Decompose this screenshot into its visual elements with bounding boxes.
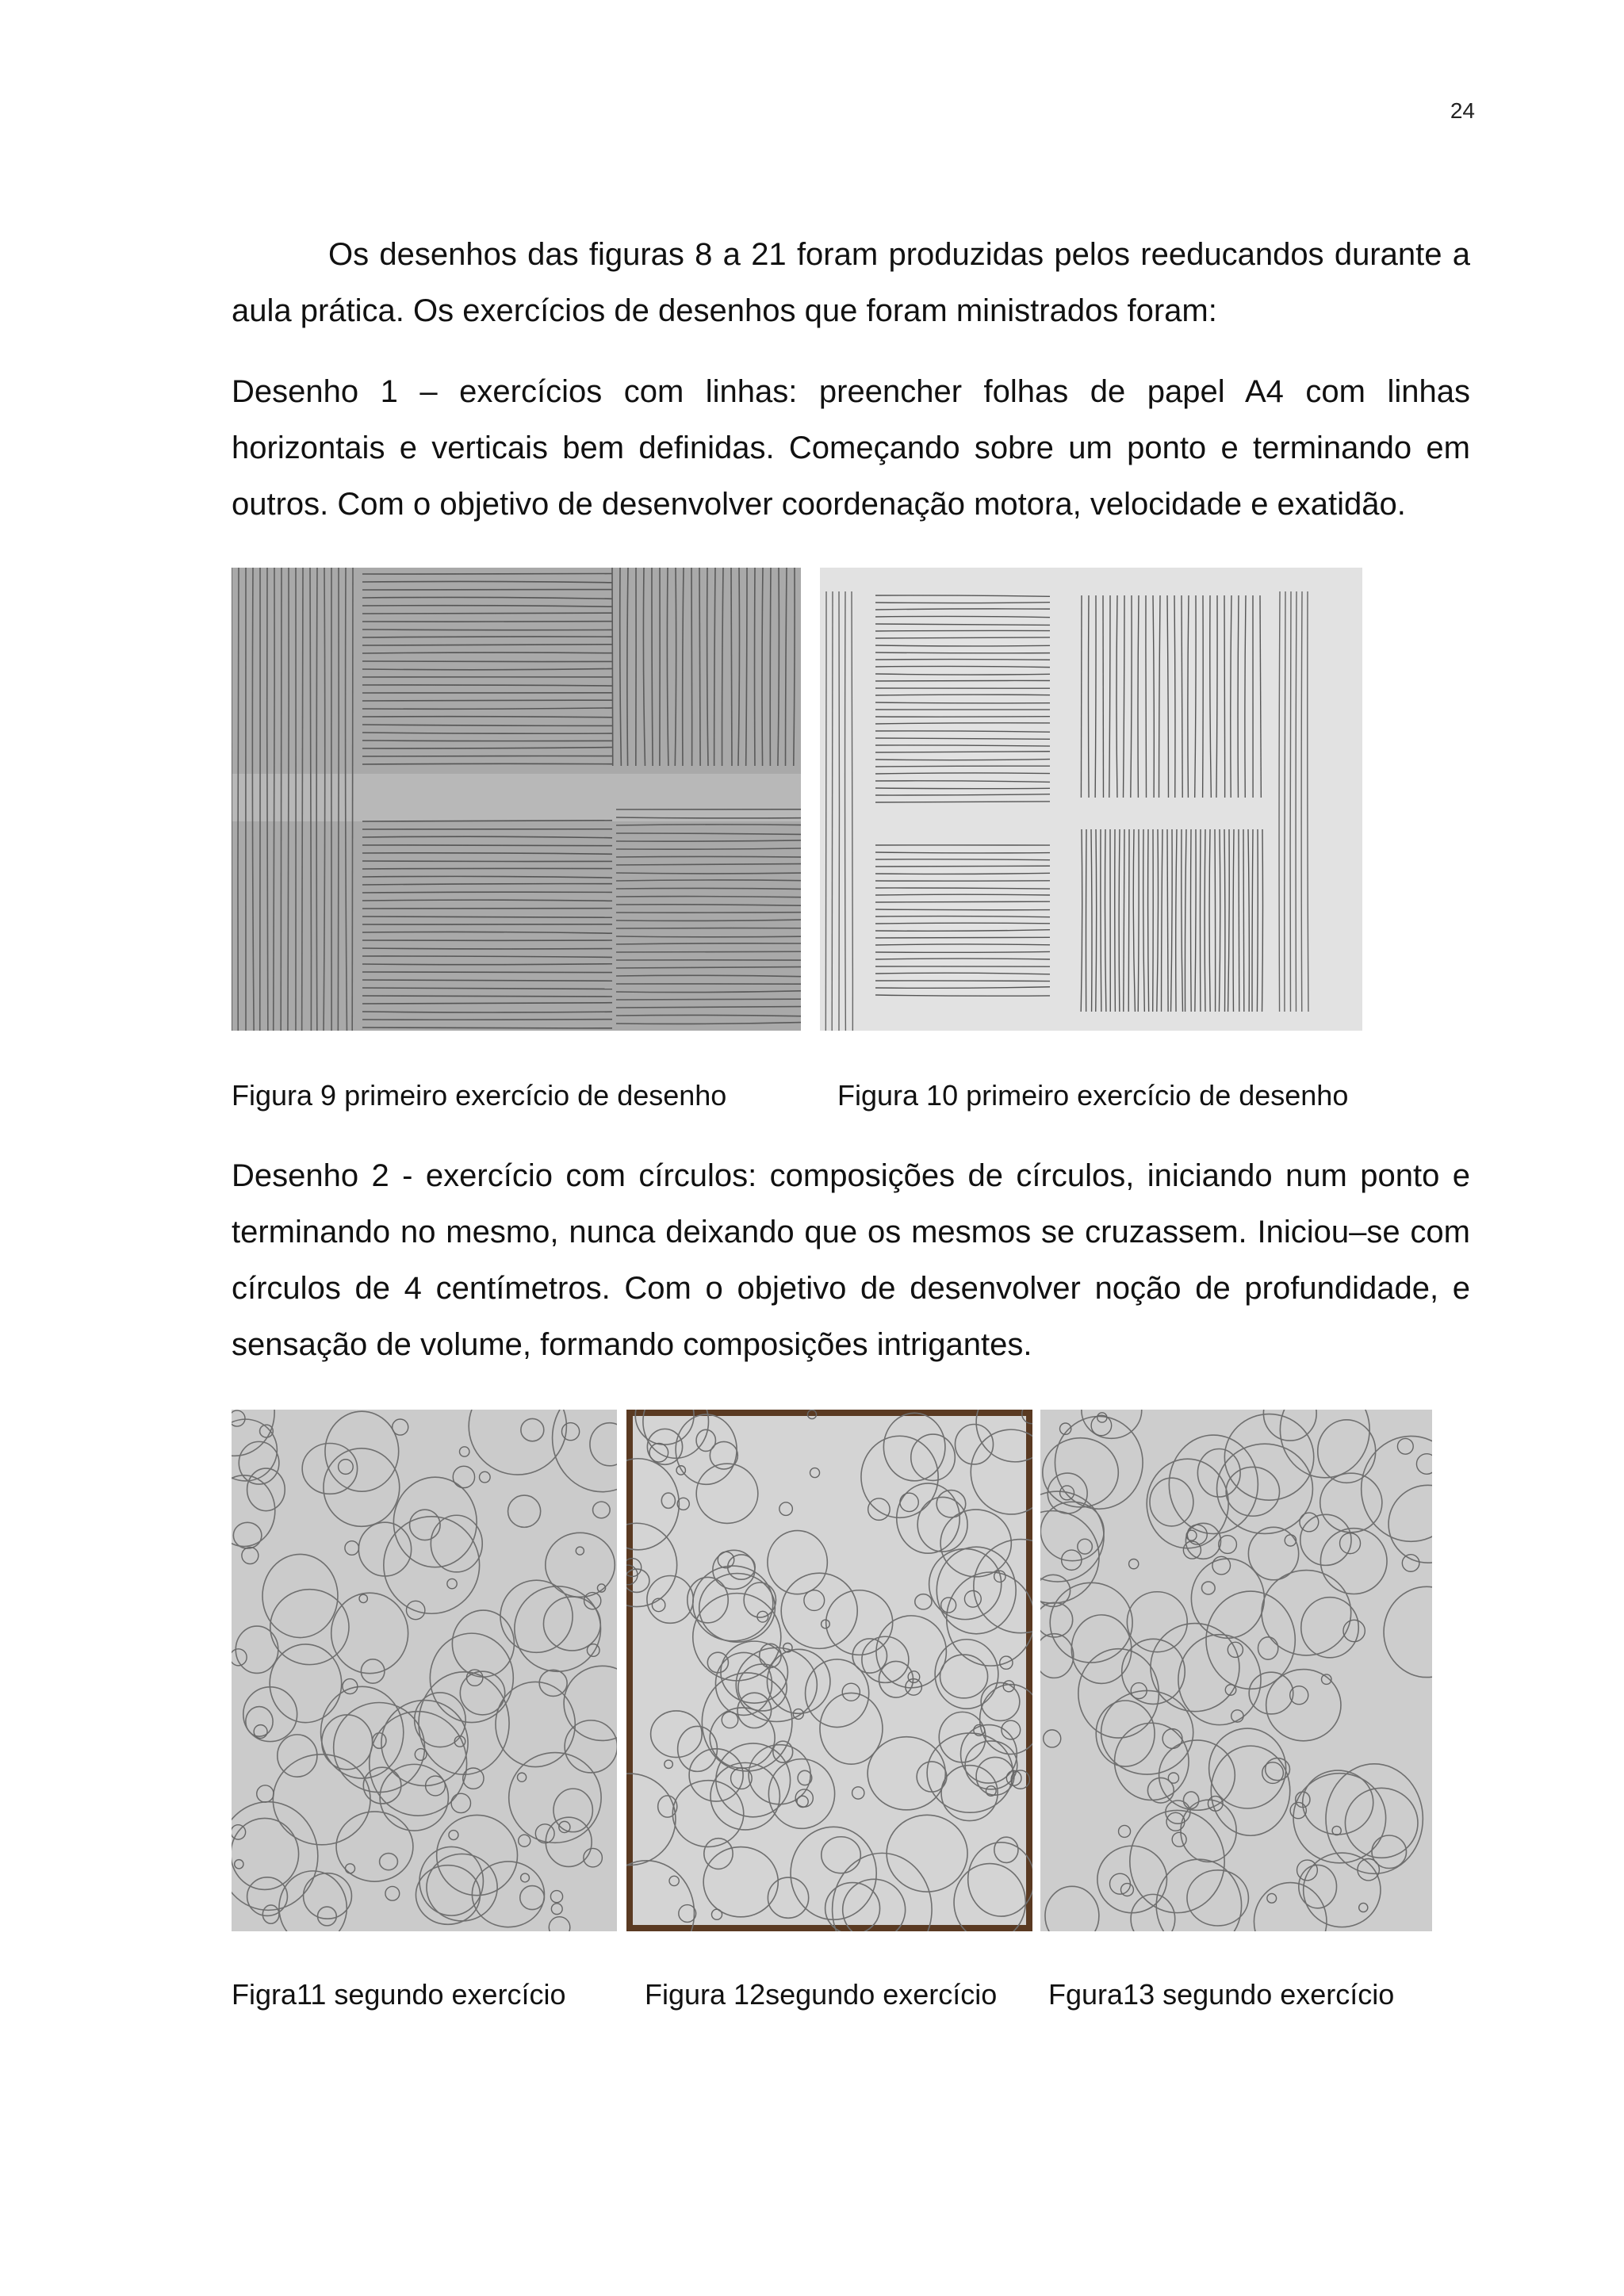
page-number: 24 (1450, 98, 1475, 123)
figure-9-photo (232, 568, 801, 1031)
figure-13-circles-drawing (1040, 1410, 1432, 1931)
figure-10-photo (820, 568, 1362, 1031)
figure-9-lines-drawing (232, 568, 801, 1031)
figure-11-photo (232, 1410, 617, 1931)
figure-13-photo (1040, 1410, 1432, 1931)
figure-10-lines-drawing (820, 568, 1362, 1031)
figure-11-circles-drawing (232, 1410, 617, 1931)
drawing1-paragraph: Desenho 1 – exercícios com linhas: preencher folhas de papel A4 com linhas horizontais e verticais bem definidas. Começando sobre um ponto e terminando em outros. Com o objetivo de desenvolver coordenação motora, velocidade e exatidão. (232, 374, 1470, 522)
intro-paragraph-text: Os desenhos das figuras 8 a 21 foram produzidas pelos reeducandos durante a aula prática. Os exercícios de desenhos que foram ministrados foram: (232, 237, 1470, 328)
figure-13-caption: Fgura13 segundo exercício (1048, 1978, 1395, 2011)
figure-11-caption: Figra11 segundo exercício (232, 1978, 566, 2011)
figure-12-photo (626, 1410, 1032, 1931)
figure-10-caption: Figura 10 primeiro exercício de desenho (837, 1079, 1349, 1112)
figure-12-caption: Figura 12segundo exercício (645, 1978, 998, 2011)
figure-12-circles-drawing (626, 1410, 1032, 1931)
intro-paragraph (232, 227, 1470, 339)
figure-9-caption: Figura 9 primeiro exercício de desenho (232, 1079, 727, 1112)
drawing2-paragraph: Desenho 2 - exercício com círculos: composições de círculos, iniciando num ponto e terminando no mesmo, nunca deixando que os mesmos se cruzassem. Iniciou–se com círculos de 4 centímetros. Com o objetivo de desenvolver noção de profundidade, e sensação de volume, formando composições intrigantes. (232, 1158, 1470, 1362)
